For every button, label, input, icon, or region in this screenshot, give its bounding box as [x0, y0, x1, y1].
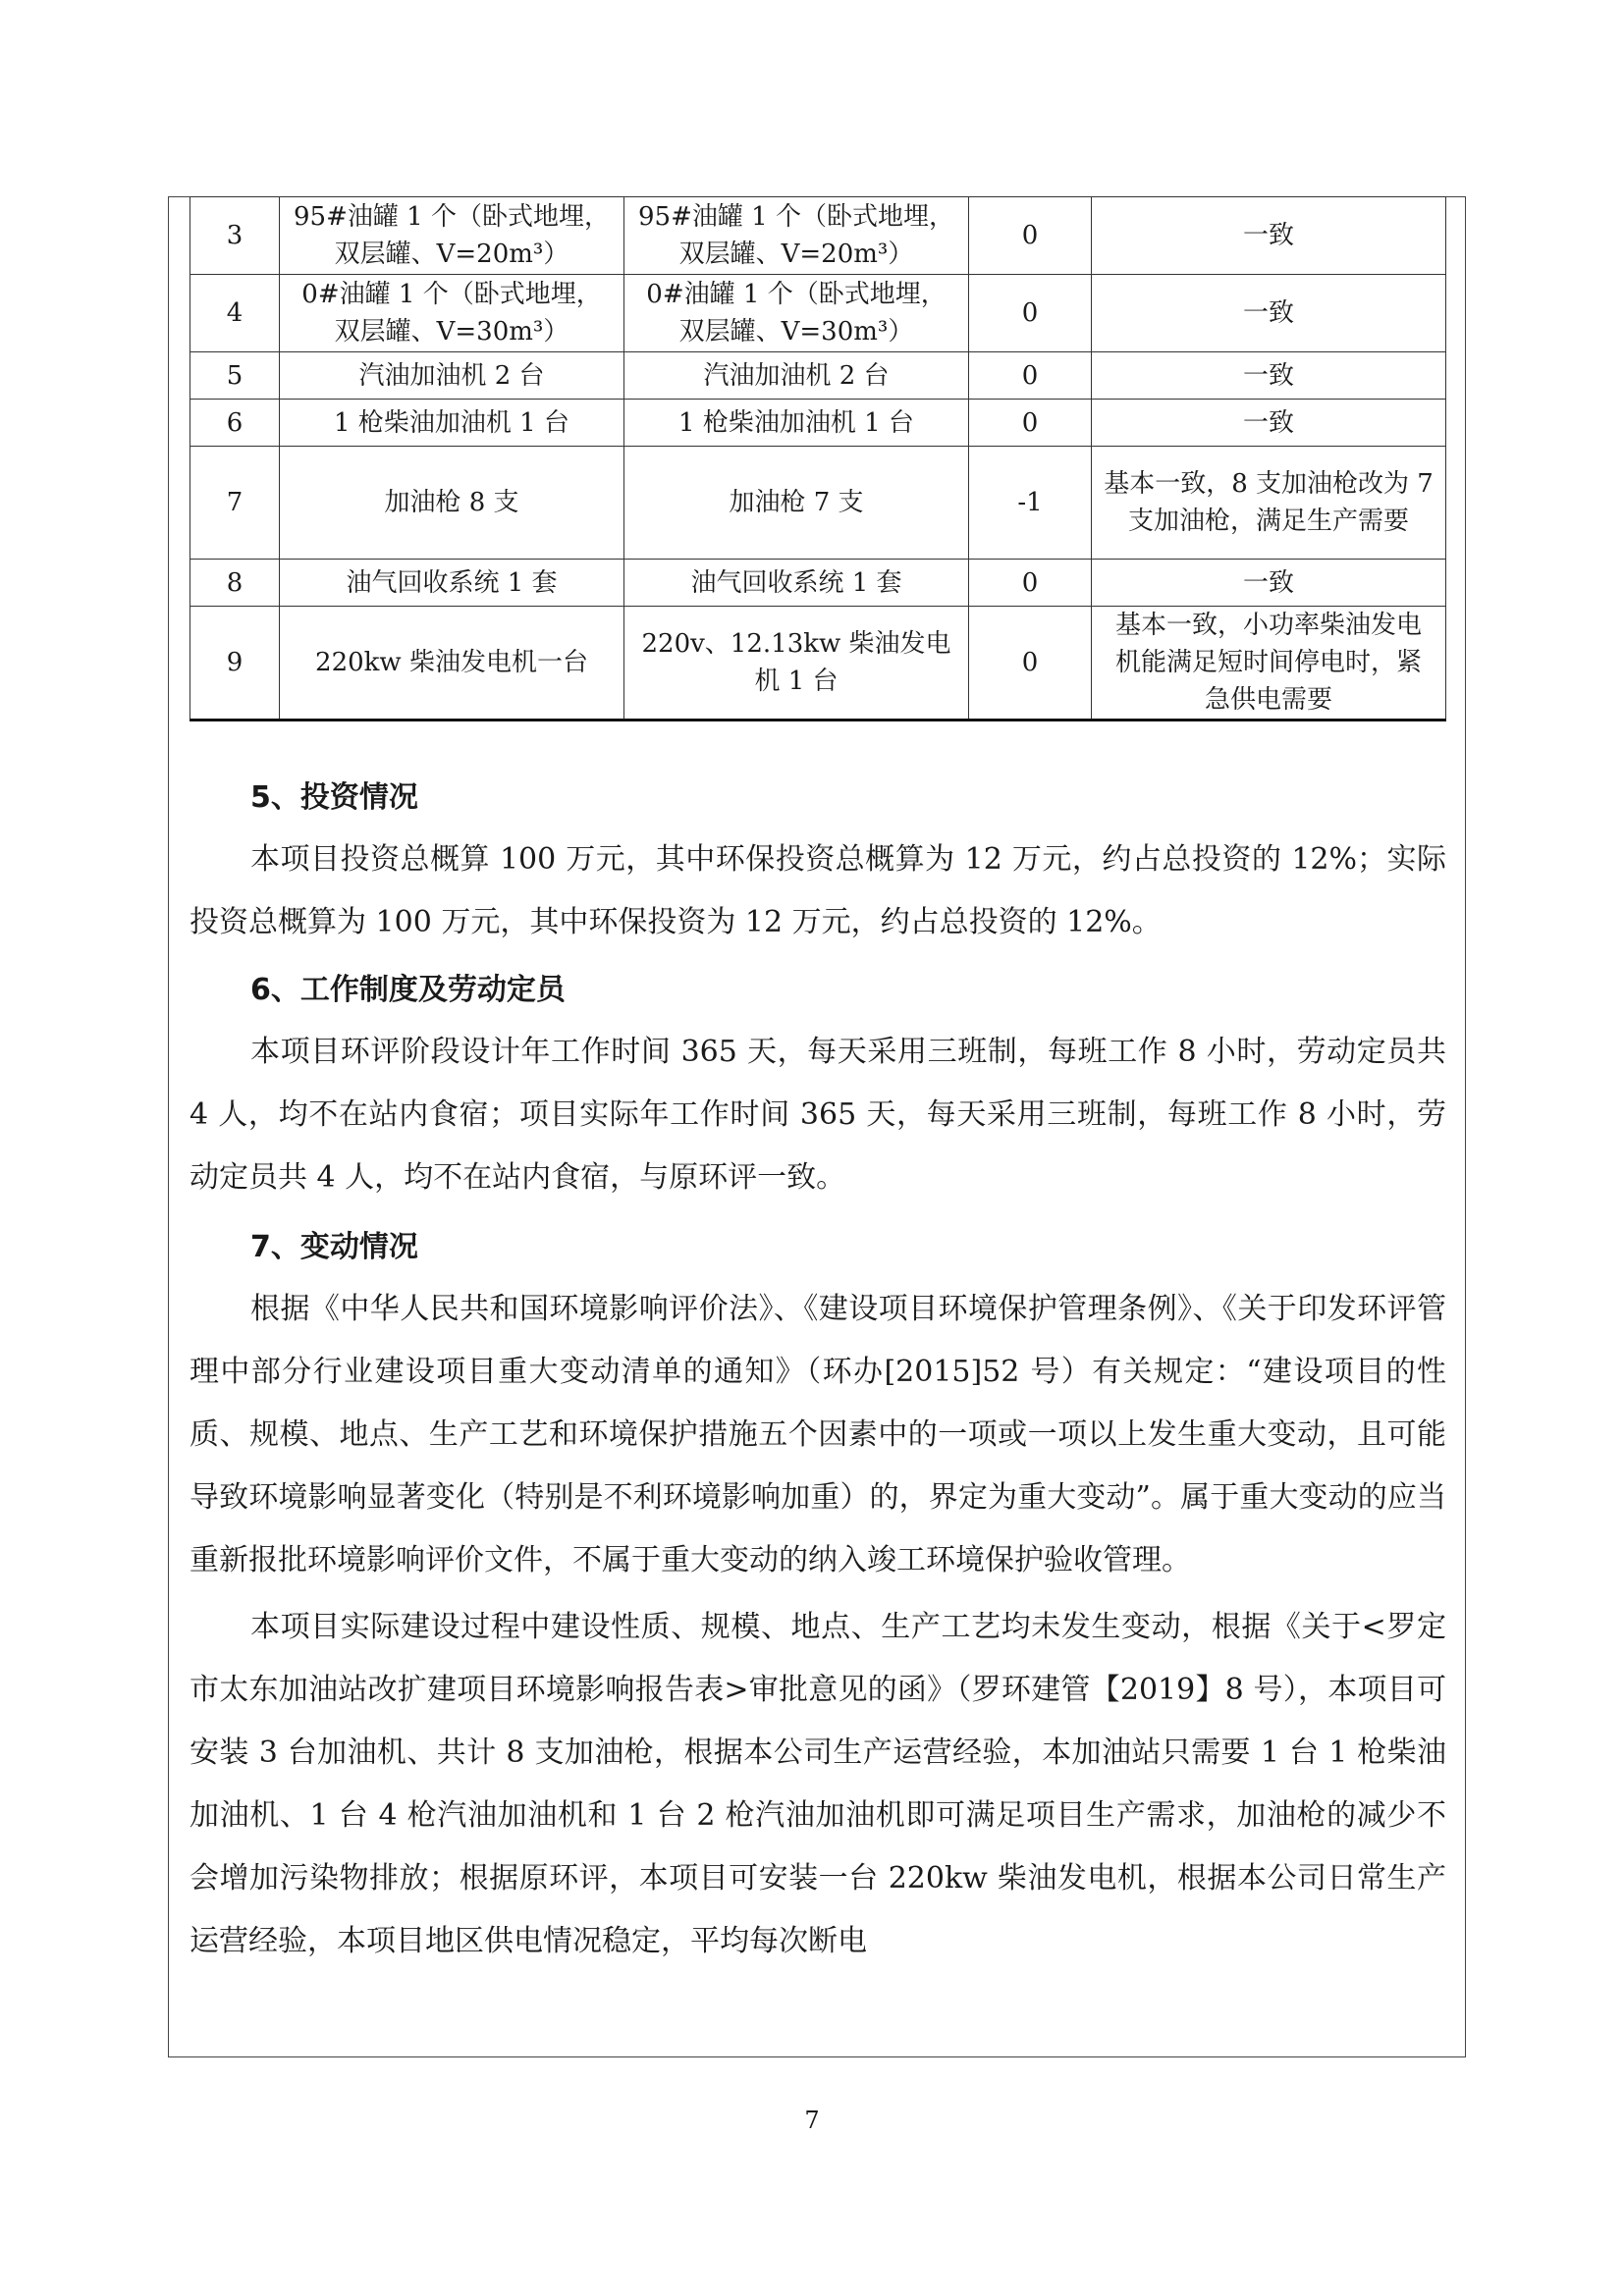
- page-number: 7: [804, 2107, 820, 2134]
- cell-remark: 一致: [1092, 352, 1446, 400]
- cell-change: 0: [969, 352, 1092, 400]
- section-heading: 5、投资情况: [250, 780, 418, 815]
- cell-change: 0: [969, 400, 1092, 447]
- cell-number: 5: [190, 352, 280, 400]
- cell-actual: 油气回收系统 1 套: [624, 560, 969, 607]
- cell-original: 加油枪 8 支: [280, 447, 624, 560]
- section-paragraph: 本项目投资总概算 100 万元，其中环保投资总概算为 12 万元，约占总投资的 12%；实际投资总概算为 100 万元，其中环保投资为 12 万元，约占总投资的 12%。: [189, 842, 1446, 939]
- cell-actual: 220v、12.13kw 柴油发电机 1 台: [624, 607, 969, 721]
- cell-number: 8: [190, 560, 280, 607]
- cell-number: 7: [190, 447, 280, 560]
- cell-number: 3: [190, 197, 280, 275]
- table-row: [190, 400, 1446, 447]
- cell-remark: 一致: [1092, 400, 1446, 447]
- section-investment: [189, 768, 1446, 954]
- table-row: [190, 197, 1446, 275]
- cell-original: 1 枪柴油加油机 1 台: [280, 400, 624, 447]
- cell-change: 0: [969, 275, 1092, 352]
- section-heading: 7、变动情况: [250, 1230, 418, 1264]
- cell-original: 0#油罐 1 个（卧式地埋，双层罐、V=30m³）: [280, 275, 624, 352]
- cell-change: 0: [969, 607, 1092, 721]
- section-paragraph: 本项目实际建设过程中建设性质、规模、地点、生产工艺均未发生变动，根据《关于<罗定市太东加油站改扩建项目环境影响报告表>审批意见的函》（罗环建管【2019】8 号），本项目可安装 3 台加油机、共计 8 支加油枪，根据本公司生产运营经验，本加油站只需要 1 台 1 枪柴油加油机、1 台 4 枪汽油加油机和 1 台 2 枪汽油加油机即可满足项目生产需求，加油枪的减少不会增加污染物排放；根据原环评，本项目可安装一台 220kw 柴油发电机，根据本公司日常生产运营经验，本项目地区供电情况稳定，平均每次断电: [189, 1610, 1446, 1958]
- cell-original: 220kw 柴油发电机一台: [280, 607, 624, 721]
- cell-remark: 基本一致，小功率柴油发电机能满足短时间停电时，紧急供电需要: [1092, 607, 1446, 721]
- cell-actual: 加油枪 7 支: [624, 447, 969, 560]
- section-changes: [189, 1217, 1446, 1973]
- section-heading: 6、工作制度及劳动定员: [250, 973, 566, 1007]
- table-row: [190, 560, 1446, 607]
- cell-remark: 一致: [1092, 275, 1446, 352]
- table-row: [190, 447, 1446, 560]
- cell-actual: 汽油加油机 2 台: [624, 352, 969, 400]
- cell-change: 0: [969, 560, 1092, 607]
- cell-original: 95#油罐 1 个（卧式地埋，双层罐、V=20m³）: [280, 197, 624, 275]
- section-paragraph: 根据《中华人民共和国环境影响评价法》、《建设项目环境保护管理条例》、《关于印发环评管理中部分行业建设项目重大变动清单的通知》（环办[2015]52 号）有关规定：“建设项目的性质、规模、地点、生产工艺和环境保护措施五个因素中的一项或一项以上发生重大变动，且可能导致环境影响显著变化（特别是不利环境影响加重）的，界定为重大变动”。属于重大变动的应当重新报批环境影响评价文件，不属于重大变动的纳入竣工环境保护验收管理。: [189, 1292, 1446, 1577]
- table-row: [190, 352, 1446, 400]
- cell-remark: 一致: [1092, 197, 1446, 275]
- cell-actual: 1 枪柴油加油机 1 台: [624, 400, 969, 447]
- equipment-table: [189, 196, 1446, 721]
- cell-actual: 95#油罐 1 个（卧式地埋，双层罐、V=20m³）: [624, 197, 969, 275]
- cell-remark: 一致: [1092, 560, 1446, 607]
- cell-change: -1: [969, 447, 1092, 560]
- cell-number: 4: [190, 275, 280, 352]
- table-row: [190, 275, 1446, 352]
- cell-original: 汽油加油机 2 台: [280, 352, 624, 400]
- cell-original: 油气回收系统 1 套: [280, 560, 624, 607]
- section-work: [189, 960, 1446, 1209]
- table-row: [190, 607, 1446, 721]
- cell-remark: 基本一致，8 支加油枪改为 7 支加油枪，满足生产需要: [1092, 447, 1446, 560]
- cell-number: 6: [190, 400, 280, 447]
- section-paragraph: 本项目环评阶段设计年工作时间 365 天，每天采用三班制，每班工作 8 小时，劳动定员共 4 人，均不在站内食宿；项目实际年工作时间 365 天，每天采用三班制，每班工作 8 小时，劳动定员共 4 人，均不在站内食宿，与原环评一致。: [189, 1035, 1446, 1195]
- cell-number: 9: [190, 607, 280, 721]
- cell-actual: 0#油罐 1 个（卧式地埋，双层罐、V=30m³）: [624, 275, 969, 352]
- cell-change: 0: [969, 197, 1092, 275]
